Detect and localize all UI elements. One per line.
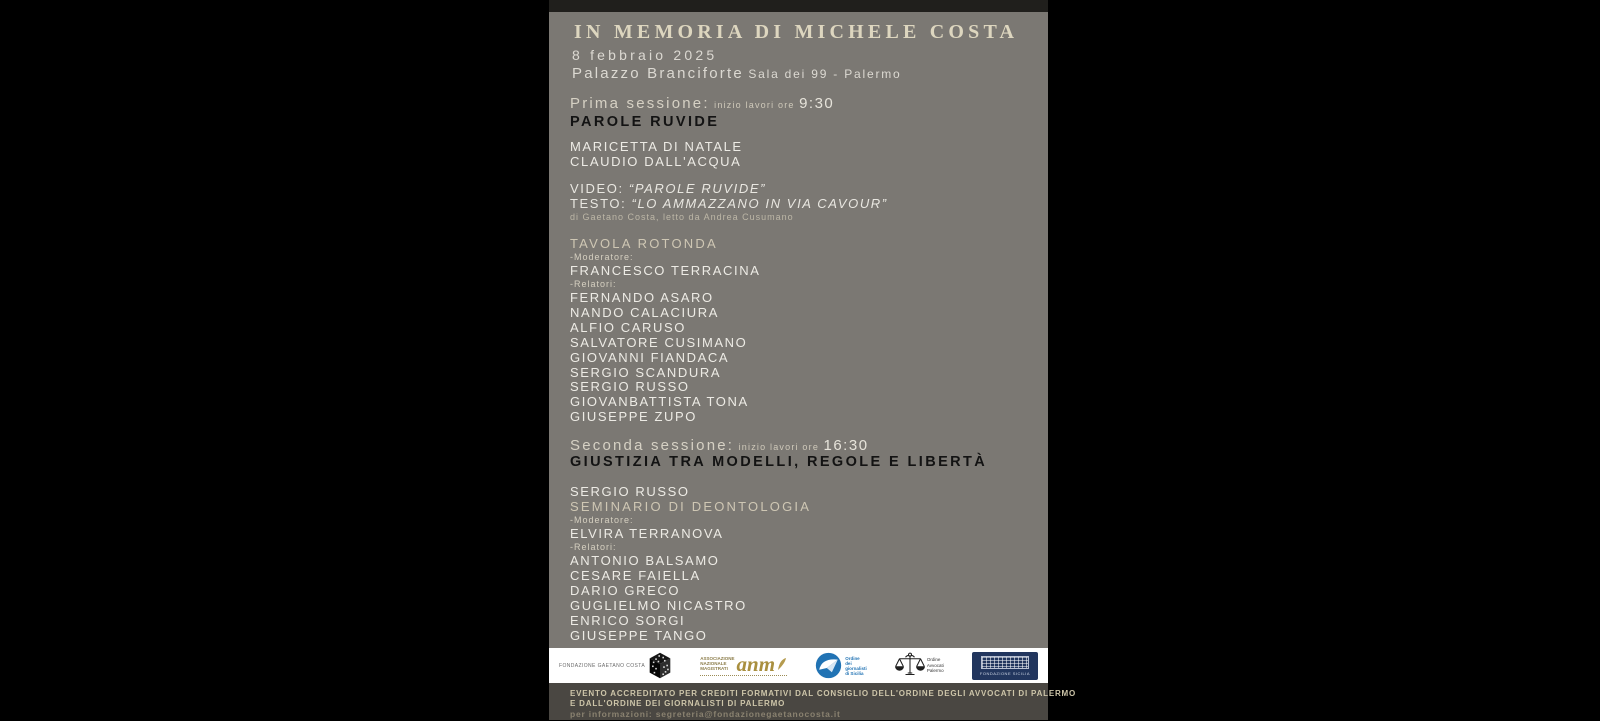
relatore-name: NANDO CALACIURA [570, 304, 719, 320]
relatore-name: FERNANDO ASARO [570, 290, 714, 305]
testo-title: “LO AMMAZZANO IN VIA CAVOUR” [631, 196, 888, 211]
accreditation-footer [549, 683, 1077, 720]
session2-header [570, 437, 869, 455]
relatore-name: SERGIO RUSSO [570, 379, 690, 395]
session2-speaker: SERGIO RUSSO [570, 484, 690, 499]
session2-title: GIUSTIZIA TRA MODELLI, REGOLE E LIBERTÀ [570, 454, 988, 470]
quill-icon [777, 657, 787, 671]
seminar-title: SEMINARIO DI DEONTOLOGIA [570, 499, 812, 514]
scales-icon [895, 652, 925, 679]
session2-time: 16:30 [823, 437, 869, 454]
testo-label: TESTO: [570, 196, 627, 211]
session1-header [570, 95, 834, 113]
relatore-name: ENRICO SORGI [570, 612, 686, 628]
relatore-name: GUGLIELMO NICASTRO [570, 597, 747, 613]
relatore-name: GIUSEPPE TANGO [570, 627, 708, 643]
venue-name: Palazzo Branciforte [572, 65, 744, 82]
relatore-name: ANTONIO BALSAMO [570, 553, 720, 568]
fondazione-gaetano-costa-label: FONDAZIONE GAETANO COSTA [559, 662, 646, 669]
event-poster [549, 0, 1077, 720]
relatore-name: GIOVANNI FIANDACA [570, 349, 730, 365]
relatore-name: SERGIO SCANDURA [570, 364, 722, 380]
anm-association-text: ASSOCIAZIONE NAZIONALE MAGISTRATI [700, 656, 735, 671]
cube-icon [648, 652, 672, 679]
testo-line [570, 196, 888, 211]
session2-time-label: inizio lavori ore [738, 442, 820, 452]
moderator-label: -Moderatore: [570, 515, 634, 525]
video-line [570, 181, 888, 196]
relatori-label: -Relatori: [570, 279, 617, 289]
logo-ordine-avvocati-palermo [895, 652, 944, 679]
speaker-name: CLAUDIO DALL'ACQUA [570, 154, 742, 169]
globe-circle-icon [815, 652, 842, 679]
round-table-title: TAVOLA ROTONDA [570, 236, 718, 251]
logo-fondazione-sicilia [972, 652, 1038, 680]
session2-label: Seconda sessione: [570, 437, 735, 454]
round-table-block [570, 236, 761, 425]
event-date: 8 febbraio 2025 [572, 47, 718, 63]
footer-accreditation-line1: EVENTO ACCREDITATO PER CREDITI FORMATIVI DAL CONSIGLIO DELL'ORDINE DEGLI AVVOCATI DI PALERMO [570, 689, 1077, 698]
session1-time: 9:30 [799, 95, 835, 112]
event-venue [572, 65, 902, 83]
moderator-name: ELVIRA TERRANOVA [570, 526, 724, 541]
anm-caption-line [700, 675, 787, 677]
media-block [570, 181, 888, 224]
relatore-name: CESARE FAIELLA [570, 567, 701, 583]
anm-wordmark: anm [736, 651, 776, 676]
logo-ordine-giornalisti-sicilia [815, 652, 867, 679]
testo-credit: di Gaetano Costa, letto da Andrea Cusumano [570, 212, 794, 222]
logo-anm [700, 651, 787, 677]
relatore-name: ALFIO CARUSO [570, 319, 686, 335]
relatore-name: SALVATORE CUSIMANO [570, 334, 748, 350]
session1-title: PAROLE RUVIDE [570, 114, 720, 130]
relatore-name: GIOVANBATTISTA TONA [570, 394, 749, 410]
video-label: VIDEO: [570, 181, 624, 196]
seminar-block [570, 484, 811, 643]
footer-contact-email: per informazioni: segreteria@fondazionegaetanocosta.it [570, 709, 841, 719]
poster-title: IN MEMORIA DI MICHELE COSTA [574, 21, 1019, 43]
ordine-avvocati-label: Ordine Avvocati Palermo [926, 657, 944, 674]
poster-top-strip [549, 0, 1048, 12]
ordine-giornalisti-label: Ordine dei giornalisti di Sicilia [845, 655, 867, 676]
moderator-label: -Moderatore: [570, 252, 634, 262]
relatore-name: GIUSEPPE ZUPO [570, 409, 697, 425]
relatore-name: DARIO GRECO [570, 582, 681, 598]
session1-label: Prima sessione: [570, 95, 710, 112]
session1-speakers [570, 139, 743, 169]
logo-fondazione-gaetano-costa [559, 652, 672, 679]
footer-accreditation-line2: E DALL'ORDINE DEI GIORNALISTI DI PALERMO [570, 698, 786, 708]
moderator-name: FRANCESCO TERRACINA [570, 263, 761, 278]
video-title: “PAROLE RUVIDE” [628, 181, 767, 196]
session1-time-label: inizio lavori ore [714, 100, 795, 110]
relatori-label: -Relatori: [570, 542, 617, 552]
building-facade-icon [981, 656, 1029, 669]
venue-detail: Sala dei 99 - Palermo [748, 67, 902, 81]
speaker-name: MARICETTA DI NATALE [570, 139, 743, 154]
sponsor-logo-band [549, 648, 1048, 683]
fondazione-sicilia-label: FONDAZIONE SICILIA [979, 670, 1031, 676]
